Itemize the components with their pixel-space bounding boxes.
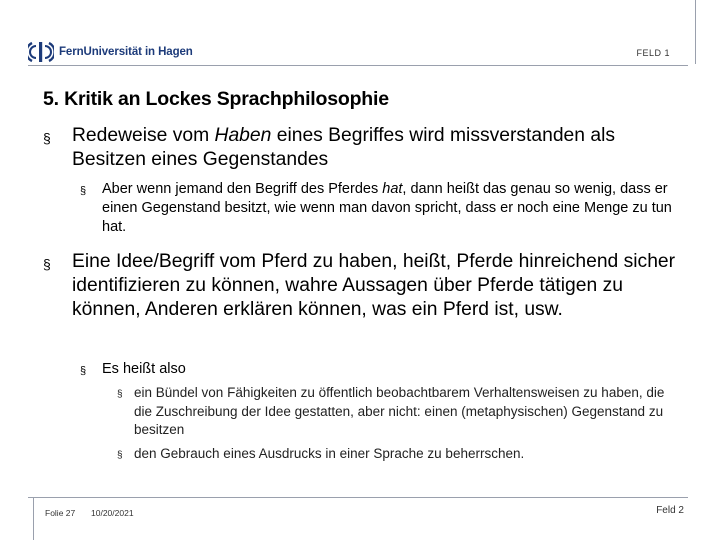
footer-section-label: Feld 2	[656, 505, 684, 516]
bullet-text: Aber wenn jemand den Begriff des Pferdes hat, dann heißt das genau so wenig, dass er einen Gegenstand besitzt, wie wenn man davon spricht, dass er noch eine Menge zu tun hat.	[102, 181, 672, 235]
bullet-marker: §	[43, 130, 51, 146]
header-section-label: FELD 1	[636, 48, 670, 58]
university-logo-icon	[28, 38, 54, 66]
bullet-level2	[80, 360, 672, 379]
bullet-text: Es heißt also	[102, 361, 186, 377]
bullet-marker: §	[80, 365, 87, 377]
slide-title: 5. Kritik an Lockes Sprachphilosophie	[43, 88, 389, 110]
bullet-marker: §	[117, 450, 123, 461]
bullet-text: Redeweise vom Haben eines Begriffes wird missverstanden als Besitzen eines Gegenstandes	[72, 125, 616, 170]
footer-rule	[28, 497, 688, 498]
bullet-marker: §	[80, 185, 87, 197]
bullet-level3	[117, 445, 674, 464]
slide-number: Folie 27	[45, 508, 76, 518]
bullet-level1	[43, 124, 692, 172]
slide-date: 10/20/2021	[91, 508, 134, 518]
bullet-marker: §	[43, 256, 51, 272]
bullet-level2	[80, 180, 672, 237]
bullet-text: ein Bündel von Fähigkeiten zu öffentlich beobachtbarem Verhaltensweisen zu haben, die die Zuschreibung der Idee gestatten, aber nicht: einen (metaphysischen) Gegenstand zu besitzen	[134, 385, 665, 437]
bullet-text: Eine Idee/Begriff vom Pferd zu haben, heißt, Pferde hinreichend sicher identifizieren zu können, wahre Aussagen über Pferde tätigen zu können, Anderen erklären können, was ein Pferd ist, usw.	[72, 251, 676, 320]
university-logo	[28, 38, 193, 68]
footer-vertical-rule	[33, 497, 34, 540]
bullet-marker: §	[117, 389, 123, 400]
header-vertical-rule	[695, 0, 696, 64]
bullet-level1	[43, 250, 692, 322]
bullet-level3	[117, 384, 674, 440]
header-rule	[28, 65, 688, 66]
bullet-text: den Gebrauch eines Ausdrucks in einer Sprache zu beherrschen.	[134, 446, 525, 461]
university-logo-text: FernUniversität in Hagen	[59, 46, 193, 58]
